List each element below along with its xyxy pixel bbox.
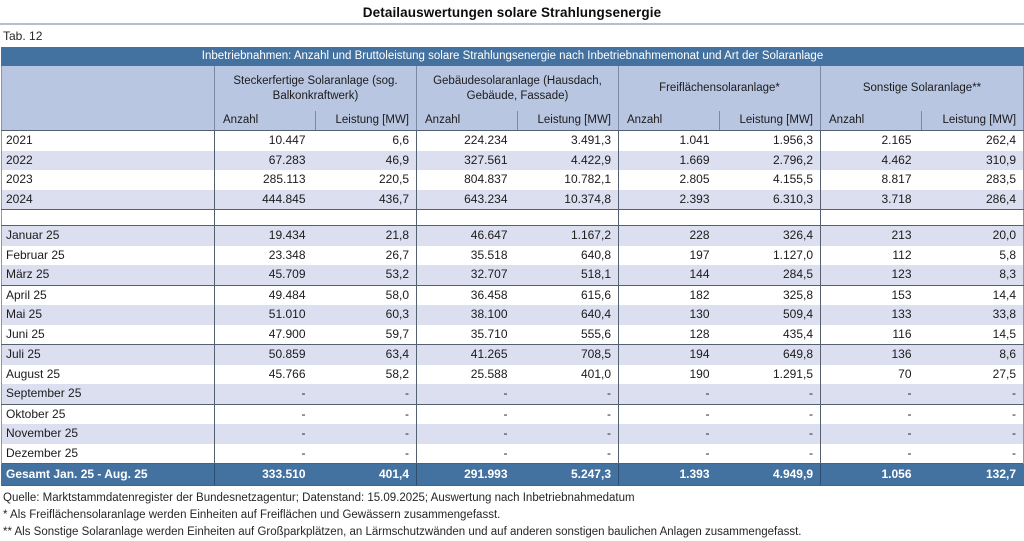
cell-count: 3.718 xyxy=(821,190,922,210)
cell-power: 436,7 xyxy=(316,190,417,210)
cell-count: - xyxy=(619,444,720,464)
cell-count: 38.100 xyxy=(417,305,518,325)
cell-count: 2.165 xyxy=(821,131,922,151)
table-row xyxy=(2,190,1024,210)
cell-count: 128 xyxy=(619,325,720,345)
spacer-row xyxy=(2,210,1024,226)
table-row xyxy=(2,305,1024,325)
subheader-anzahl-1: Anzahl xyxy=(215,111,316,131)
cell-power: 1.167,2 xyxy=(518,226,619,246)
cell-count: - xyxy=(619,384,720,404)
row-label: November 25 xyxy=(2,424,215,444)
cell-count: 45.709 xyxy=(215,265,316,285)
cell-count: 444.845 xyxy=(215,190,316,210)
cell-power: - xyxy=(316,424,417,444)
row-label: Juni 25 xyxy=(2,325,215,345)
total-power: 401,4 xyxy=(316,464,417,486)
cell-count: 133 xyxy=(821,305,922,325)
row-label: März 25 xyxy=(2,265,215,285)
cell-count: 35.710 xyxy=(417,325,518,345)
cell-power: - xyxy=(720,384,821,404)
table-row xyxy=(2,384,1024,404)
row-label: Mai 25 xyxy=(2,305,215,325)
cell-power: 509,4 xyxy=(720,305,821,325)
cell-count: - xyxy=(417,424,518,444)
cell-power: 640,8 xyxy=(518,246,619,266)
cell-power: 6,6 xyxy=(316,131,417,151)
cell-power: - xyxy=(316,444,417,464)
subheader-leistung-3: Leistung [MW] xyxy=(720,111,821,131)
cell-power: 14,5 xyxy=(922,325,1024,345)
total-row xyxy=(2,464,1024,486)
cell-power: - xyxy=(922,444,1024,464)
cell-power: 649,8 xyxy=(720,345,821,365)
cell-power: - xyxy=(518,444,619,464)
spacer-cell xyxy=(922,210,1024,226)
group-header-sonstige: Sonstige Solaranlage** xyxy=(821,66,1024,111)
cell-power: 46,9 xyxy=(316,151,417,171)
cell-count: 45.766 xyxy=(215,365,316,385)
table-banner-row xyxy=(2,47,1024,66)
cell-power: 310,9 xyxy=(922,151,1024,171)
cell-power: 53,2 xyxy=(316,265,417,285)
table-row xyxy=(2,325,1024,345)
cell-power: 10.374,8 xyxy=(518,190,619,210)
cell-power: 33,8 xyxy=(922,305,1024,325)
total-power: 5.247,3 xyxy=(518,464,619,486)
group-header-steckerfertig: Steckerfertige Solaranlage (sog. Balkonkraftwerk) xyxy=(215,66,417,111)
cell-count: 32.707 xyxy=(417,265,518,285)
cell-count: - xyxy=(821,444,922,464)
spacer-cell xyxy=(821,210,922,226)
cell-power: 1.956,3 xyxy=(720,131,821,151)
cell-count: 41.265 xyxy=(417,345,518,365)
table-row xyxy=(2,226,1024,246)
table-row xyxy=(2,170,1024,190)
cell-count: - xyxy=(821,404,922,424)
cell-count: - xyxy=(821,384,922,404)
data-table xyxy=(1,47,1024,486)
cell-count: 49.484 xyxy=(215,285,316,305)
cell-count: 153 xyxy=(821,285,922,305)
table-row xyxy=(2,365,1024,385)
cell-count: - xyxy=(215,384,316,404)
footnote-source: Quelle: Marktstammdatenregister der Bundesnetzagentur; Datenstand: 15.09.2025; Auswertung nach Inbetriebnahmedatum xyxy=(3,492,635,504)
cell-count: 144 xyxy=(619,265,720,285)
cell-count: 70 xyxy=(821,365,922,385)
cell-power: 4.155,5 xyxy=(720,170,821,190)
cell-count: 190 xyxy=(619,365,720,385)
cell-count: 804.837 xyxy=(417,170,518,190)
cell-count: 136 xyxy=(821,345,922,365)
cell-count: 50.859 xyxy=(215,345,316,365)
total-power: 4.949,9 xyxy=(720,464,821,486)
row-label: August 25 xyxy=(2,365,215,385)
cell-count: 285.113 xyxy=(215,170,316,190)
cell-count: 228 xyxy=(619,226,720,246)
spacer-cell xyxy=(720,210,821,226)
row-label: 2024 xyxy=(2,190,215,210)
cell-count: 2.805 xyxy=(619,170,720,190)
cell-count: - xyxy=(619,404,720,424)
cell-count: 23.348 xyxy=(215,246,316,266)
group-header-gebaeude: Gebäudesolaranlage (Hausdach, Gebäude, Fassade) xyxy=(417,66,619,111)
cell-count: 8.817 xyxy=(821,170,922,190)
cell-count: 36.458 xyxy=(417,285,518,305)
cell-count: 51.010 xyxy=(215,305,316,325)
row-label: Oktober 25 xyxy=(2,404,215,424)
cell-power: - xyxy=(720,404,821,424)
cell-count: 2.393 xyxy=(619,190,720,210)
cell-count: - xyxy=(215,444,316,464)
cell-count: - xyxy=(417,404,518,424)
cell-power: 326,4 xyxy=(720,226,821,246)
row-label: Februar 25 xyxy=(2,246,215,266)
cell-power: 435,4 xyxy=(720,325,821,345)
total-label: Gesamt Jan. 25 - Aug. 25 xyxy=(2,464,215,486)
cell-power: 640,4 xyxy=(518,305,619,325)
total-count: 291.993 xyxy=(417,464,518,486)
cell-count: - xyxy=(215,404,316,424)
total-count: 1.056 xyxy=(821,464,922,486)
cell-count: 213 xyxy=(821,226,922,246)
cell-count: 67.283 xyxy=(215,151,316,171)
cell-count: 47.900 xyxy=(215,325,316,345)
cell-count: 35.518 xyxy=(417,246,518,266)
row-label: Juli 25 xyxy=(2,345,215,365)
subheader-leistung-2: Leistung [MW] xyxy=(518,111,619,131)
cell-power: - xyxy=(922,384,1024,404)
row-label: September 25 xyxy=(2,384,215,404)
table-row xyxy=(2,265,1024,285)
spacer-cell xyxy=(316,210,417,226)
table-row xyxy=(2,404,1024,424)
cell-power: 8,3 xyxy=(922,265,1024,285)
cell-power: 21,8 xyxy=(316,226,417,246)
corner-cell xyxy=(2,66,215,111)
cell-power: 60,3 xyxy=(316,305,417,325)
cell-power: - xyxy=(720,444,821,464)
cell-power: 26,7 xyxy=(316,246,417,266)
table-number-label: Tab. 12 xyxy=(3,29,43,43)
cell-count: 46.647 xyxy=(417,226,518,246)
cell-count: - xyxy=(417,444,518,464)
cell-power: - xyxy=(518,384,619,404)
spacer-cell xyxy=(417,210,518,226)
row-label: 2022 xyxy=(2,151,215,171)
cell-power: 615,6 xyxy=(518,285,619,305)
cell-power: 3.491,3 xyxy=(518,131,619,151)
table-row xyxy=(2,131,1024,151)
cell-power: - xyxy=(316,404,417,424)
cell-count: 4.462 xyxy=(821,151,922,171)
cell-count: - xyxy=(215,424,316,444)
cell-power: 220,5 xyxy=(316,170,417,190)
subheader-anzahl-4: Anzahl xyxy=(821,111,922,131)
cell-count: 10.447 xyxy=(215,131,316,151)
row-label: Dezember 25 xyxy=(2,444,215,464)
row-label: Januar 25 xyxy=(2,226,215,246)
cell-power: 325,8 xyxy=(720,285,821,305)
cell-power: 8,6 xyxy=(922,345,1024,365)
cell-power: 283,5 xyxy=(922,170,1024,190)
total-power: 132,7 xyxy=(922,464,1024,486)
footnote-freiflaeche: * Als Freiflächensolaranlage werden Einheiten auf Freiflächen und Gewässern zusammengefasst. xyxy=(3,509,501,521)
cell-power: - xyxy=(518,404,619,424)
cell-power: 10.782,1 xyxy=(518,170,619,190)
spacer-label xyxy=(2,210,215,226)
subheader-anzahl-2: Anzahl xyxy=(417,111,518,131)
page-title: Detailauswertungen solare Strahlungsenergie xyxy=(362,5,662,20)
table-banner-text: Inbetriebnahmen: Anzahl und Bruttoleistung solare Strahlungsenergie nach Inbetriebnahmemonat und Art der Solaranlage xyxy=(2,47,1024,66)
cell-count: 1.041 xyxy=(619,131,720,151)
spacer-cell xyxy=(518,210,619,226)
total-count: 1.393 xyxy=(619,464,720,486)
cell-power: 284,5 xyxy=(720,265,821,285)
cell-power: 27,5 xyxy=(922,365,1024,385)
cell-count: 1.669 xyxy=(619,151,720,171)
cell-power: 1.127,0 xyxy=(720,246,821,266)
cell-power: 555,6 xyxy=(518,325,619,345)
cell-count: 123 xyxy=(821,265,922,285)
table-row xyxy=(2,285,1024,305)
subheader-blank xyxy=(2,111,215,131)
group-header-freiflaeche: Freiflächensolaranlage* xyxy=(619,66,821,111)
cell-count: 327.561 xyxy=(417,151,518,171)
table-row xyxy=(2,444,1024,464)
spacer-cell xyxy=(215,210,316,226)
cell-power: 63,4 xyxy=(316,345,417,365)
spacer-cell xyxy=(619,210,720,226)
cell-power: 6.310,3 xyxy=(720,190,821,210)
table-row xyxy=(2,151,1024,171)
subheader-leistung-1: Leistung [MW] xyxy=(316,111,417,131)
cell-power: 59,7 xyxy=(316,325,417,345)
sub-header-row xyxy=(2,111,1024,131)
total-count: 333.510 xyxy=(215,464,316,486)
cell-count: 25.588 xyxy=(417,365,518,385)
cell-power: 58,2 xyxy=(316,365,417,385)
cell-power: - xyxy=(720,424,821,444)
cell-count: 197 xyxy=(619,246,720,266)
cell-power: 286,4 xyxy=(922,190,1024,210)
subheader-leistung-4: Leistung [MW] xyxy=(922,111,1024,131)
cell-count: 643.234 xyxy=(417,190,518,210)
cell-power: 708,5 xyxy=(518,345,619,365)
table-row xyxy=(2,345,1024,365)
cell-count: - xyxy=(619,424,720,444)
cell-power: - xyxy=(922,404,1024,424)
cell-power: 262,4 xyxy=(922,131,1024,151)
cell-count: - xyxy=(821,424,922,444)
row-label: April 25 xyxy=(2,285,215,305)
cell-power: 1.291,5 xyxy=(720,365,821,385)
cell-count: - xyxy=(417,384,518,404)
footnote-sonstige: ** Als Sonstige Solaranlage werden Einheiten auf Großparkplätzen, an Lärmschutzwänden und auf anderen sonstigen baulichen Anlagen zusammengefasst. xyxy=(3,526,802,538)
cell-power: 14,4 xyxy=(922,285,1024,305)
cell-power: 58,0 xyxy=(316,285,417,305)
cell-count: 130 xyxy=(619,305,720,325)
cell-power: - xyxy=(316,384,417,404)
table-row xyxy=(2,246,1024,266)
cell-power: - xyxy=(518,424,619,444)
row-label: 2021 xyxy=(2,131,215,151)
cell-power: 4.422,9 xyxy=(518,151,619,171)
cell-count: 19.434 xyxy=(215,226,316,246)
cell-count: 224.234 xyxy=(417,131,518,151)
cell-count: 116 xyxy=(821,325,922,345)
row-label: 2023 xyxy=(2,170,215,190)
subheader-anzahl-3: Anzahl xyxy=(619,111,720,131)
cell-power: 5,8 xyxy=(922,246,1024,266)
cell-power: 518,1 xyxy=(518,265,619,285)
cell-count: 182 xyxy=(619,285,720,305)
cell-power: - xyxy=(922,424,1024,444)
cell-power: 2.796,2 xyxy=(720,151,821,171)
group-header-row xyxy=(2,66,1024,111)
footnotes xyxy=(0,486,1024,541)
cell-power: 401,0 xyxy=(518,365,619,385)
table-row xyxy=(2,424,1024,444)
cell-power: 20,0 xyxy=(922,226,1024,246)
cell-count: 194 xyxy=(619,345,720,365)
cell-count: 112 xyxy=(821,246,922,266)
